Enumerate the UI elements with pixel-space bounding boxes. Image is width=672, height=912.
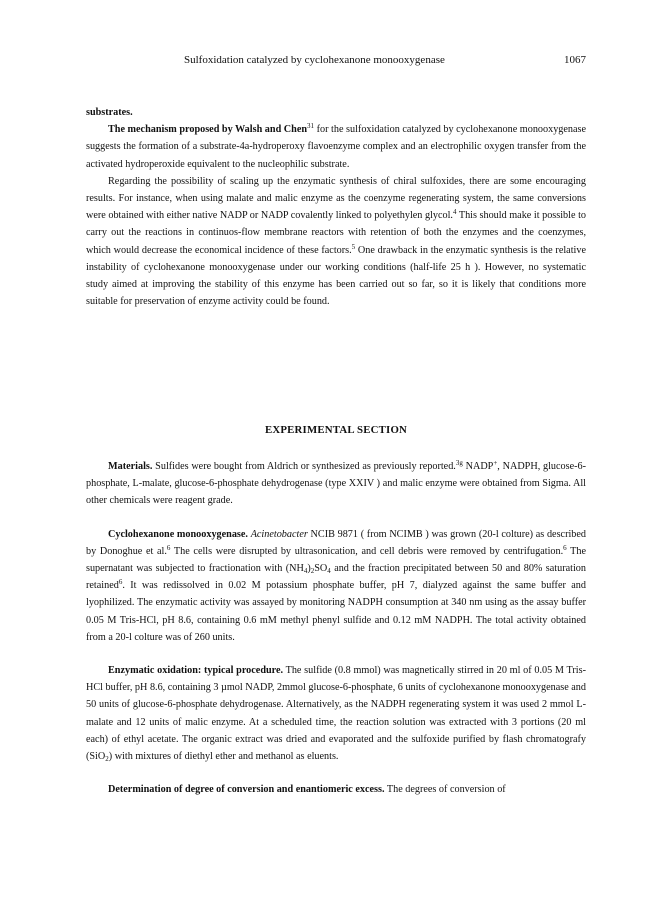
section-heading: EXPERIMENTAL SECTION	[264, 424, 408, 436]
paragraph-determination: Determination of degree of conversion and enantiomeric excess. The degrees of conversion of	[108, 784, 506, 796]
intro-section	[86, 104, 586, 310]
citation: 6	[563, 543, 567, 552]
citation: 3g	[455, 459, 463, 467]
citation: 31	[307, 122, 315, 131]
paragraph-mechanism: The mechanism proposed by Walsh and Chen$^{31}$ for the sulfoxidation catalyzed by cyclohexanone monooxygenase suggests the formation of a substrate-4a-hydroperoxy flavoenzyme complex and an electrophilic oxygen transfer from the activated hydroperoxide equivalent to the nucleophilic substrate.	[86, 122, 587, 170]
citation: 6	[166, 543, 171, 552]
citation: 5	[351, 242, 356, 251]
paragraph-label: Enzymatic oxidation: typical procedure.	[108, 665, 284, 677]
paragraph-cmo: Cyclohexanone monooxygenase. Acinetobacter NCIB 9871 ( from NCIMB ) was grown (20-l colture) as described by Donoghue et al.$^6$ The cells were disrupted by ultrasonication, and cell debris were removed by centrifugation.$^6$ The supernatant was subjected to fractionation with $(NH_4)_2SO_4$ and the fraction precipitated between 50 and 80% saturation retained$^6$. It was redissolved in 0.02 M potassium phosphate buffer, pH 7, dialyzed against the same buffer and lyophilized. The enzymatic activity was assayed by monitoring NADPH consumption at 340 nm using as the assay buffer 0.05 M Tris-HCl, pH 8.6, containing 0.6 mM methyl phenyl sulfide and 0.12 mM NADPH. The total activity obtained from a 20-l colture was of 260 units.	[86, 528, 587, 643]
paragraph-label: Materials.	[108, 461, 153, 472]
citation: 4	[452, 208, 457, 217]
running-head-title: Sulfoxidation catalyzed by cyclohexanone monooxygenase	[184, 54, 445, 66]
experimental-section	[86, 458, 586, 798]
paragraph-materials: Materials. Sulfides were bought from Aldrich or synthesized as previously reported.$^{3g}$ NADP+, NADPH, glucose-6-phosphate, L-malate, glucose-6-phosphate dehydrogenase (type XXIV ) and malic enzyme were obtained from Sigma. All other chemicals were reagent grade.	[86, 459, 586, 507]
paragraph-label: Cyclohexanone monooxygenase.	[108, 528, 248, 540]
paragraph-enzymatic-oxidation: Enzymatic oxidation: typical procedure. The sulfide (0.8 mmol) was magnetically stirred in 20 ml of 0.05 M Tris-HCl buffer, pH 8.6, containing 3 µmol NADP, 2mmol glucose-6-phosphate, 6 units of cyclohexanone monooxygenase and 50 units of glucose-6-phosphate dehydrogenase. Alternatively, as the NADPH regenerating system it was used 2 mmol L-malate and 12 units of malic enzyme. At a scheduled time, the reaction solution was extracted with 3 portions (20 ml each) of ethyl acetate. The organic extract was dried and evaporated and the sulfoxide purified by flash chromatografy (SiO$_2$) with mixtures of diethyl ether and methanol as eluents.	[86, 665, 586, 764]
page-number: 1067	[564, 54, 586, 66]
paragraph-substrates: substrates.	[86, 107, 133, 118]
citation: 6	[118, 578, 123, 587]
paragraph-label: Determination of degree of conversion and enantiomeric excess.	[108, 784, 385, 796]
paragraph-scaling-up: Regarding the possibility of scaling up the enzymatic synthesis of chiral sulfoxides, there are some encouraging results. For instance, when using malate and malic enzyme as the coenzyme regenerating system, the same conversions were obtained with either native NADP or NADP covalently linked to polyethylen glycol.$^4$ This should make it possible to carry out the reactions in continuos-flow membrane reactors with retention of both the enzymes and the coenzymes, which would decrease the economical incidence of these factors.$^5$ One drawback in the enzymatic synthesis is the relative instability of cyclohexanone monooxygenase under our working conditions (half-life 25 h ). However, no systematic study aimed at improving the stability of this enzyme has been carried out so far, so it is likely that conditions more suitable for preservation of enzyme activity could be found.	[86, 175, 586, 308]
